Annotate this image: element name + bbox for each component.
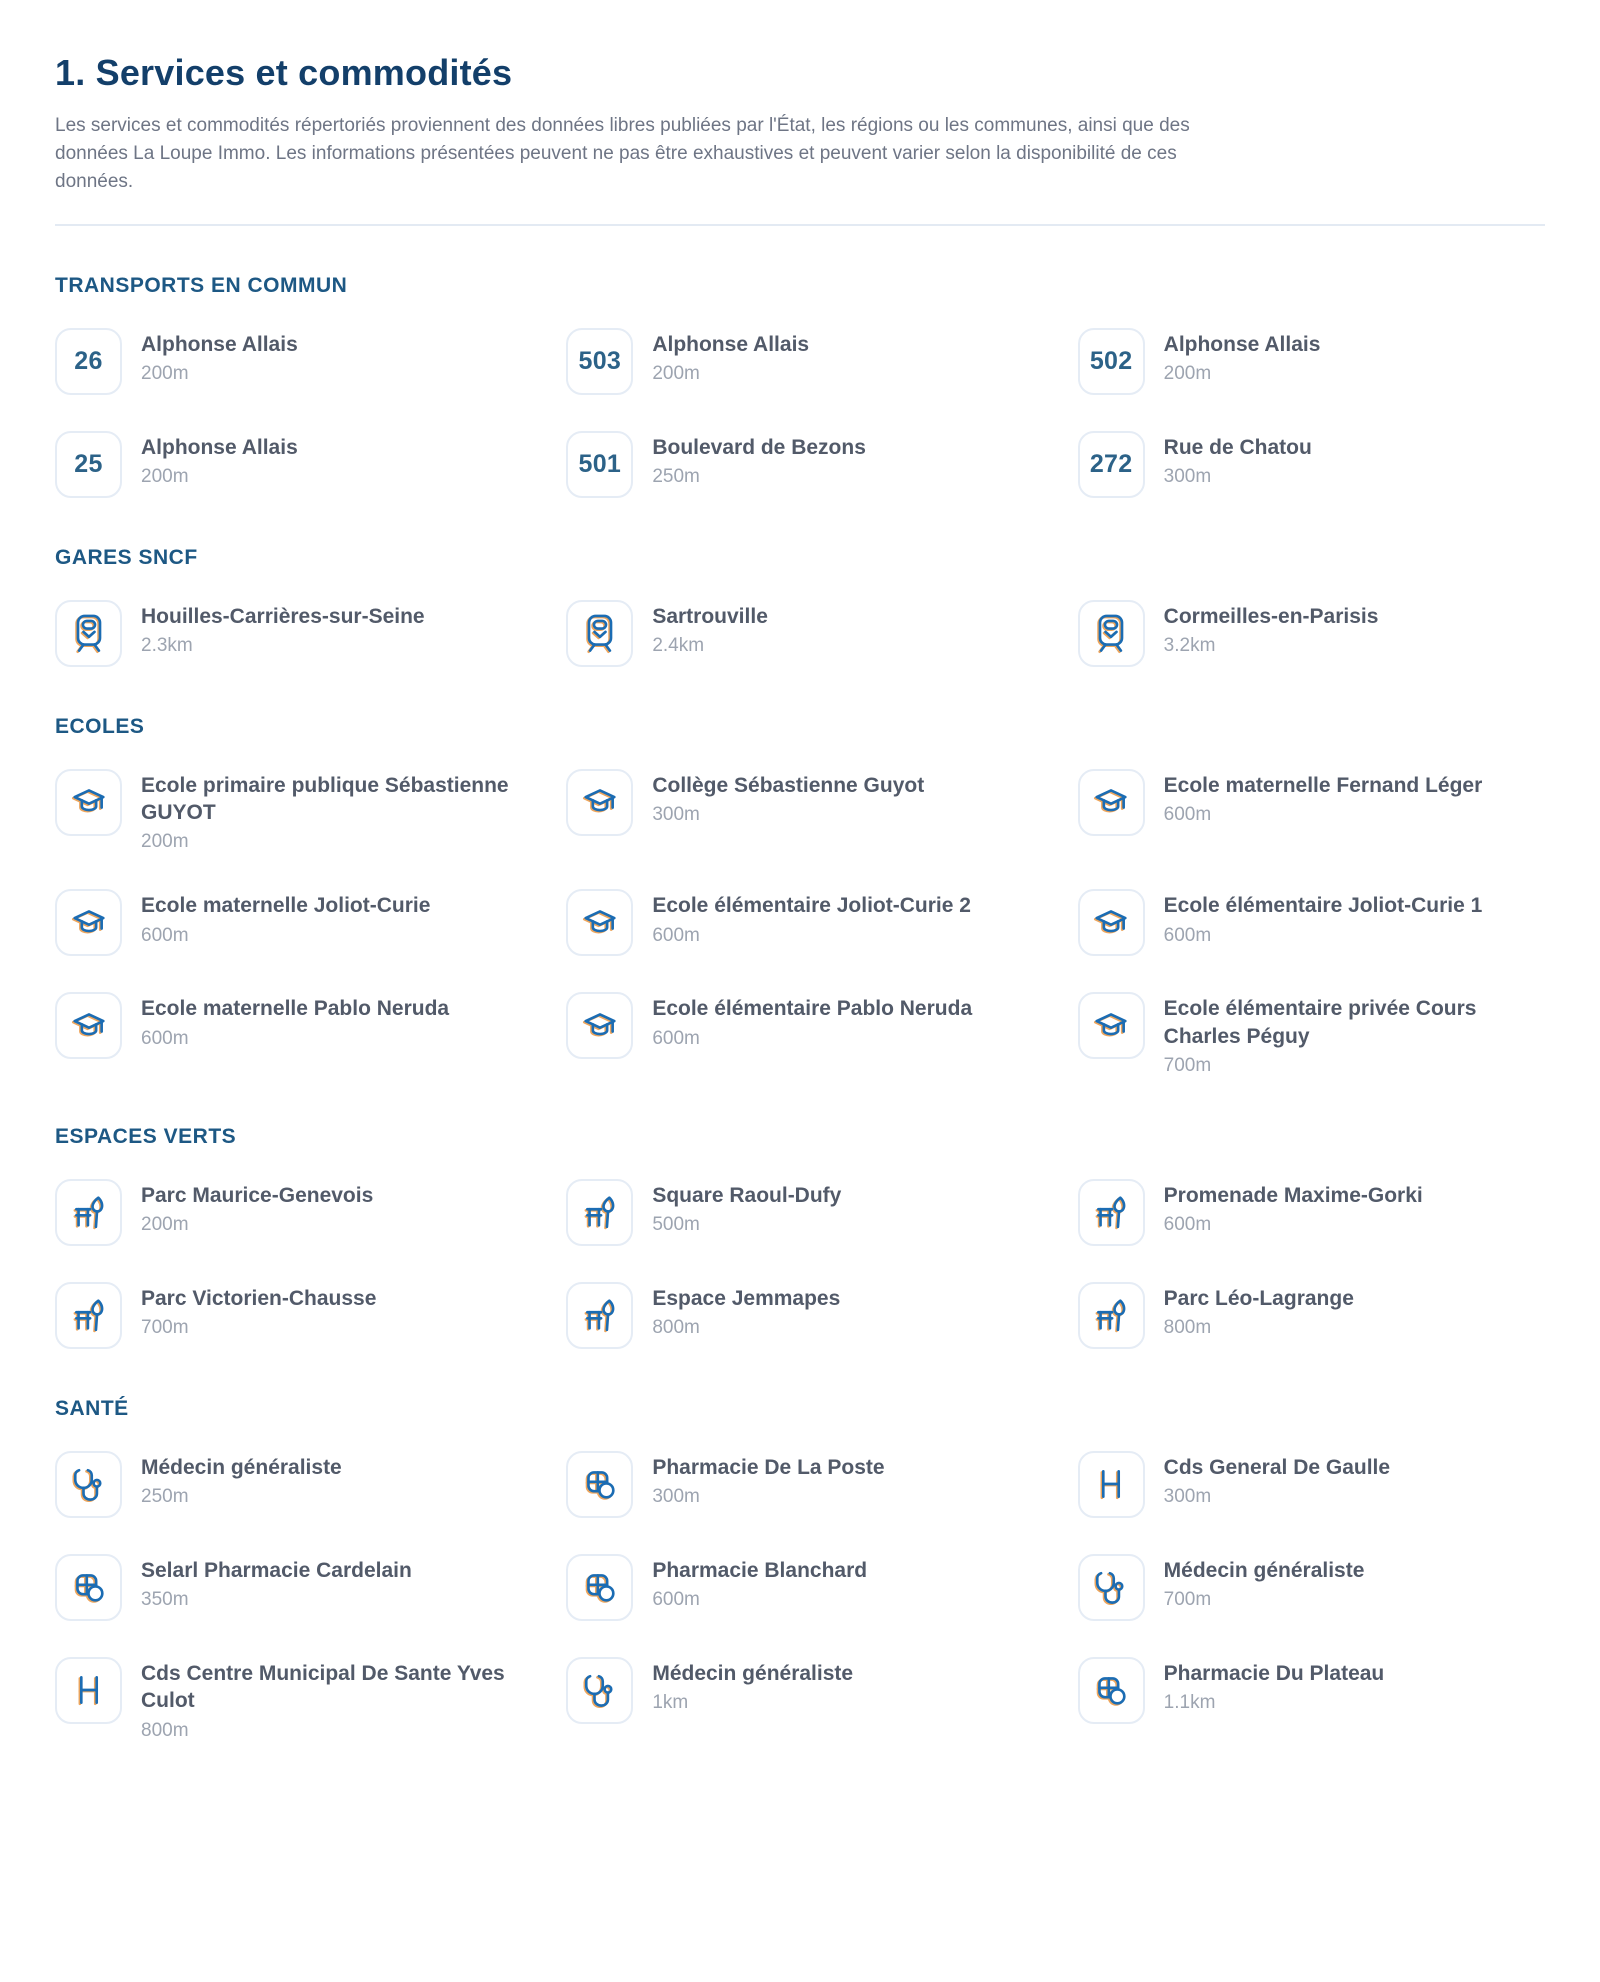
service-name: Sartrouville [652,604,768,628]
service-icon-box [1078,1179,1145,1246]
graduation-cap-icon [1089,1004,1133,1048]
service-item [1078,1282,1545,1349]
service-icon-box [1078,1451,1145,1518]
service-icon-box [566,889,633,956]
train-icon [1089,611,1133,655]
service-distance: 700m [141,1317,189,1339]
service-texts [652,769,924,826]
service-texts [652,1282,840,1339]
graduation-cap-icon [1089,901,1133,945]
service-icon-box [55,992,122,1059]
service-name: Alphonse Allais [652,332,810,356]
service-texts [652,1179,841,1236]
park-icon [67,1293,111,1337]
service-item [55,1179,522,1246]
park-icon [67,1190,111,1234]
service-item [566,992,1033,1059]
service-item [566,769,1033,836]
service-texts [141,328,298,385]
service-icon-box [566,600,633,667]
pills-icon [578,1462,622,1506]
service-icon-box [566,992,633,1059]
service-texts [1164,889,1483,946]
service-name: Ecole élémentaire privée Cours Charles Péguy [1163,997,1477,1048]
service-icon-box [566,328,633,395]
service-texts [141,431,298,488]
service-name: Square Raoul-Dufy [652,1183,842,1207]
stethoscope-icon [1089,1565,1133,1609]
service-texts [141,1451,342,1508]
service-distance: 2.4km [652,635,705,657]
service-texts [1164,1282,1354,1339]
service-name: Médecin généraliste [141,1455,342,1479]
park-icon [578,1293,622,1337]
service-texts [1164,431,1312,488]
hospital-icon [1089,1462,1133,1506]
service-texts [1164,769,1483,826]
service-name: Ecole maternelle Pablo Neruda [141,997,450,1021]
service-icon-box [55,1554,122,1621]
service-texts [652,1554,867,1611]
service-name: Pharmacie De La Poste [652,1455,885,1479]
graduation-cap-icon [67,1004,111,1048]
section-title: TRANSPORTS EN COMMUN [55,273,348,297]
service-distance: 1km [652,1692,689,1714]
service-icon-box [1078,769,1145,836]
service-texts [1164,1657,1385,1714]
service-item [1078,769,1545,836]
section-title: ESPACES VERTS [55,1124,237,1148]
service-distance: 200m [141,1214,189,1236]
service-item [1078,1179,1545,1246]
sections [55,274,1545,1742]
section-title: GARES SNCF [55,545,198,569]
bus-line-badge: 501 [578,449,622,478]
service-name: Boulevard de Bezons [652,435,866,459]
service-name: Ecole élémentaire Pablo Neruda [652,997,973,1021]
service-item [1078,1657,1545,1724]
service-name: Alphonse Allais [141,435,298,459]
service-icon-box [55,1179,122,1246]
service-item [55,600,522,667]
intro-text: Les services et commodités répertoriés proviennent des données libres publiées par l'État, les régions ou les communes, ainsi que des données La Loupe Immo. Les informations présentées peuvent ne pas être exhaustives et peuvent varier selon la disponibilité de ces données. [55,115,1190,192]
service-texts [652,600,768,657]
service-icon-box [1078,1282,1145,1349]
service-texts [1164,1451,1390,1508]
section-title: SANTÉ [55,1396,129,1420]
bus-line-badge: 503 [578,346,622,375]
service-texts [1164,992,1545,1077]
service-distance: 600m [141,924,189,946]
service-distance: 250m [141,1486,189,1508]
service-distance: 250m [652,466,700,488]
graduation-cap-icon [578,901,622,945]
service-texts [652,992,972,1049]
service-name: Alphonse Allais [1163,332,1321,356]
service-texts [1164,1554,1365,1611]
service-item [1078,1554,1545,1621]
service-distance: 800m [1163,1317,1212,1339]
service-texts [141,1282,376,1339]
service-icon-box [55,431,122,498]
service-texts [652,1657,853,1714]
service-item [566,1179,1033,1246]
service-icon-box [566,431,633,498]
service-item [55,1451,522,1518]
service-texts [141,992,449,1049]
service-name: Selarl Pharmacie Cardelain [141,1558,412,1582]
service-item [566,328,1033,395]
section-gares-sncf [55,546,1545,667]
service-texts [1164,1179,1423,1236]
service-distance: 300m [1163,1486,1212,1508]
service-icon-box [566,1179,633,1246]
service-icon-box [55,769,122,836]
service-name: Médecin généraliste [1163,1558,1365,1582]
service-name: Parc Maurice-Genevois [141,1183,374,1207]
service-icon-box [1078,328,1145,395]
service-item [55,889,522,956]
service-item [55,431,522,498]
service-item [55,1554,522,1621]
service-distance: 200m [141,363,189,385]
service-texts [652,1451,884,1508]
service-item [55,769,522,854]
service-icon-box [55,600,122,667]
section-espaces-verts [55,1125,1545,1349]
service-icon-box [1078,1554,1145,1621]
service-distance: 600m [652,1589,700,1611]
pills-icon [67,1565,111,1609]
train-icon [578,611,622,655]
service-name: Pharmacie Du Plateau [1163,1661,1385,1685]
stethoscope-icon [67,1462,111,1506]
service-texts [141,889,430,946]
service-icon-box [566,1451,633,1518]
park-icon [578,1190,622,1234]
bus-line-badge: 502 [1089,346,1133,375]
service-distance: 800m [141,1719,189,1741]
service-item [566,889,1033,956]
service-texts [141,600,425,657]
divider [55,224,1545,226]
service-item [566,431,1033,498]
service-icon-box [1078,889,1145,956]
service-name: Collège Sébastienne Guyot [652,773,925,797]
service-item [55,328,522,395]
service-name: Parc Victorien-Chausse [141,1286,377,1310]
pills-icon [578,1565,622,1609]
service-name: Ecole élémentaire Joliot-Curie 2 [652,894,971,918]
service-name: Promenade Maxime-Gorki [1163,1183,1423,1207]
service-distance: 700m [1163,1589,1212,1611]
graduation-cap-icon [67,901,111,945]
service-distance: 200m [652,363,700,385]
service-name: Ecole élémentaire Joliot-Curie 1 [1163,894,1483,918]
service-distance: 600m [1163,804,1212,826]
service-distance: 600m [1163,1214,1212,1236]
graduation-cap-icon [1089,780,1133,824]
service-item [566,600,1033,667]
service-name: Houilles-Carrières-sur-Seine [141,604,425,628]
bus-line-badge: 272 [1089,449,1133,478]
service-icon-box [1078,431,1145,498]
service-item [55,1282,522,1349]
service-distance: 200m [141,831,189,853]
service-item [566,1554,1033,1621]
hospital-icon [67,1668,111,1712]
service-item [1078,992,1545,1077]
service-name: Alphonse Allais [141,332,298,356]
park-icon [1089,1293,1133,1337]
service-name: Ecole maternelle Joliot-Curie [141,894,431,918]
service-texts [652,431,866,488]
stethoscope-icon [578,1668,622,1712]
service-name: Ecole maternelle Fernand Léger [1163,773,1483,797]
service-icon-box [55,1451,122,1518]
service-texts [652,328,809,385]
service-texts [1164,600,1379,657]
service-name: Pharmacie Blanchard [652,1558,868,1582]
service-name: Médecin généraliste [652,1661,854,1685]
graduation-cap-icon [578,780,622,824]
section-sante [55,1397,1545,1742]
service-item [566,1282,1033,1349]
service-distance: 3.2km [1163,635,1216,657]
service-distance: 1.1km [1163,1692,1216,1714]
section-ecoles [55,715,1545,1077]
graduation-cap-icon [67,780,111,824]
service-item [1078,431,1545,498]
service-name: Cds General De Gaulle [1163,1455,1391,1479]
bus-line-badge: 25 [74,449,103,478]
train-icon [67,611,111,655]
service-texts [141,769,522,854]
services-grid [55,769,1545,1077]
service-icon-box [566,1554,633,1621]
service-icon-box [1078,600,1145,667]
service-distance: 350m [141,1589,189,1611]
services-grid [55,1451,1545,1742]
service-distance: 200m [1163,363,1212,385]
graduation-cap-icon [578,1004,622,1048]
service-icon-box [566,769,633,836]
service-texts [141,1657,522,1742]
service-distance: 2.3km [141,635,193,657]
service-distance: 800m [652,1317,700,1339]
bus-line-badge: 26 [74,346,103,375]
service-texts [141,1179,373,1236]
service-distance: 300m [652,804,700,826]
service-item [1078,1451,1545,1518]
service-distance: 200m [141,466,189,488]
service-distance: 600m [141,1027,189,1049]
section-transports [55,274,1545,498]
service-name: Cds Centre Municipal De Sante Yves Culot [141,1661,505,1713]
service-texts [141,1554,412,1611]
service-icon-box [1078,1657,1145,1724]
service-icon-box [55,1282,122,1349]
service-item [1078,600,1545,667]
service-name: Ecole primaire publique Sébastienne GUYOT [141,773,509,825]
service-texts [652,889,971,946]
park-icon [1089,1190,1133,1234]
service-icon-box [55,1657,122,1724]
services-grid [55,1179,1545,1349]
section-title: ECOLES [55,714,145,738]
service-item [55,992,522,1059]
service-item [55,1657,522,1742]
service-distance: 600m [652,1027,700,1049]
service-item [1078,328,1545,395]
services-grid [55,328,1545,498]
page-title: 1. Services et commodités [55,52,513,93]
service-distance: 300m [652,1486,700,1508]
service-distance: 700m [1163,1054,1212,1076]
pills-icon [1089,1668,1133,1712]
service-icon-box [1078,992,1145,1059]
service-name: Rue de Chatou [1163,435,1312,459]
service-name: Espace Jemmapes [652,1286,841,1310]
service-distance: 600m [652,924,700,946]
service-icon-box [55,889,122,956]
service-name: Cormeilles-en-Parisis [1163,604,1379,628]
services-grid [55,600,1545,667]
service-distance: 300m [1163,466,1212,488]
service-distance: 600m [1163,924,1212,946]
service-icon-box [55,328,122,395]
service-icon-box [566,1657,633,1724]
service-texts [1164,328,1321,385]
service-item [1078,889,1545,956]
service-item [566,1657,1033,1724]
service-distance: 500m [652,1214,700,1236]
service-icon-box [566,1282,633,1349]
service-name: Parc Léo-Lagrange [1163,1286,1354,1310]
service-item [566,1451,1033,1518]
